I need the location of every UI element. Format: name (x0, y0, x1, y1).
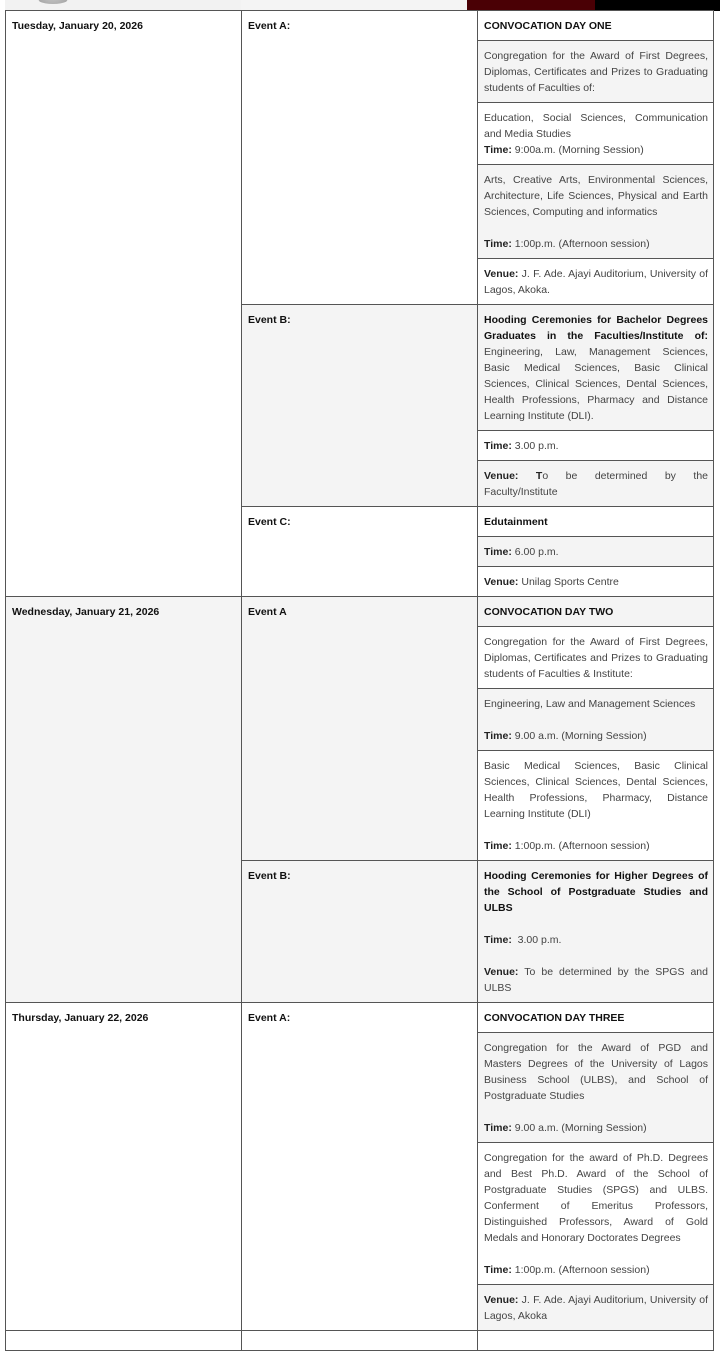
day-date: Wednesday, January 21, 2026 (6, 597, 242, 1003)
table-row (6, 1003, 714, 1033)
table-row (6, 1331, 714, 1351)
event-title: Edutainment (478, 507, 714, 537)
session-afternoon: Basic Medical Sciences, Basic Clinical Sciences, Clinical Sciences, Dental Sciences, Health Professions, Pharmacy, Distance Learning Institute (DLI) Time: 1:00p.m. (Afternoon session) (478, 751, 714, 861)
event-label: Event A: (242, 1003, 478, 1331)
event-time: Time: 6.00 p.m. (478, 537, 714, 567)
event-title: CONVOCATION DAY THREE (478, 1003, 714, 1033)
day-date: Tuesday, January 20, 2026 (6, 11, 242, 597)
next-day-cell (6, 1331, 242, 1351)
session-morning: Education, Social Sciences, Communication and Media Studies Time: 9:00a.m. (Morning Session) (478, 103, 714, 165)
event-venue: Venue: J. F. Ade. Ajayi Auditorium, University of Lagos, Akoka (478, 1285, 714, 1331)
event-intro: Congregation for the Award of First Degrees, Diplomas, Certificates and Prizes to Graduating students of Faculties & Institute: (478, 627, 714, 689)
session-afternoon: Congregation for the award of Ph.D. Degrees and Best Ph.D. Award of the School of Postgraduate Studies (SPGS) and ULBS. Conferment of Emeritus Professors, Distinguished Professors, Award of Gold Medals and Honorary Doctorates Degrees Time: 1:00p.m. (Afternoon session) (478, 1143, 714, 1285)
event-venue: Venue: To be determined by the Faculty/Institute (478, 461, 714, 507)
event-label: Event A (242, 597, 478, 861)
event-title: CONVOCATION DAY ONE (478, 11, 714, 41)
event-title: Hooding Ceremonies for Bachelor Degrees Graduates in the Faculties/Institute of: Engineering, Law, Management Sciences, Basic Medical Sciences, Basic Clinical Sciences, Clinical Sciences, Dental Sciences, Health Professions, Pharmacy and Distance Learning Institute (DLI). (478, 305, 714, 431)
table-row (6, 597, 714, 627)
university-logo-icon (33, 0, 73, 4)
session-morning: Engineering, Law and Management Sciences Time: 9.00 a.m. (Morning Session) (478, 689, 714, 751)
event-time: Time: 3.00 p.m. (478, 431, 714, 461)
event-details: Hooding Ceremonies for Higher Degrees of the School of Postgraduate Studies and ULBS Time: 3.00 p.m. Venue: To be determined by the SPGS and ULBS (478, 861, 714, 1003)
table-row (6, 11, 714, 41)
session-afternoon: Arts, Creative Arts, Environmental Sciences, Architecture, Life Sciences, Physical and Earth Sciences, Computing and informatics Time: 1:00p.m. (Afternoon session) (478, 165, 714, 259)
day-date: Thursday, January 22, 2026 (6, 1003, 242, 1331)
event-venue: Venue: J. F. Ade. Ajayi Auditorium, University of Lagos, Akoka. (478, 259, 714, 305)
session-morning: Congregation for the Award of PGD and Masters Degrees of the University of Lagos Business School (ULBS), and School of Postgraduate Studies Time: 9.00 a.m. (Morning Session) (478, 1033, 714, 1143)
event-label: Event B: (242, 861, 478, 1003)
event-title: CONVOCATION DAY TWO (478, 597, 714, 627)
event-label: Event A: (242, 11, 478, 305)
event-venue: Venue: Unilag Sports Centre (478, 567, 714, 597)
event-label: Event C: (242, 507, 478, 597)
convocation-schedule-table (5, 10, 714, 1351)
event-label: Event B: (242, 305, 478, 507)
event-intro: Congregation for the Award of First Degrees, Diplomas, Certificates and Prizes to Graduating students of Faculties of: (478, 41, 714, 103)
next-detail-cell (478, 1331, 714, 1351)
next-event-cell (242, 1331, 478, 1351)
